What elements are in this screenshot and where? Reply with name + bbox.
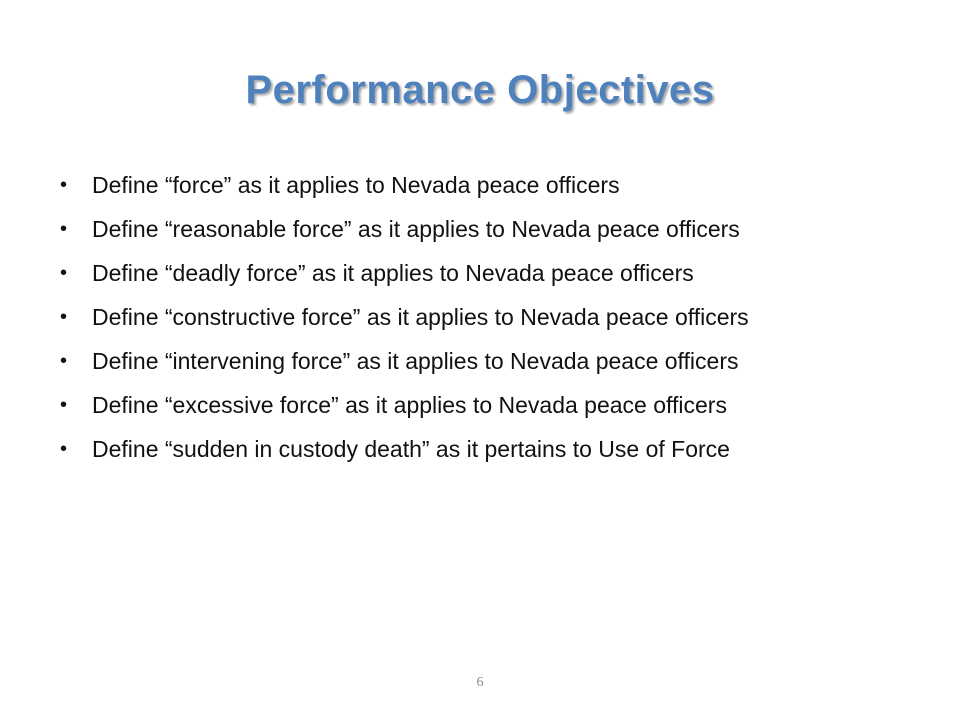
page-number: 6	[476, 675, 484, 690]
list-item	[56, 256, 906, 290]
list-item	[56, 432, 906, 466]
bullet-icon: •	[60, 306, 68, 328]
list-item-text: Define “force” as it applies to Nevada peace officers	[92, 172, 620, 198]
slide-title: Performance Objectives	[245, 68, 715, 112]
list-item-text: Define “constructive force” as it applies to Nevada peace officers	[92, 304, 749, 330]
list-item	[56, 168, 906, 202]
list-item-text: Define “deadly force” as it applies to Nevada peace officers	[92, 260, 694, 286]
bullet-icon: •	[60, 438, 68, 460]
list-item	[56, 300, 906, 334]
list-item-text: Define “reasonable force” as it applies to Nevada peace officers	[92, 216, 740, 242]
list-item	[56, 344, 906, 378]
list-item-text: Define “intervening force” as it applies to Nevada peace officers	[92, 348, 739, 374]
list-item-text: Define “sudden in custody death” as it pertains to Use of Force	[92, 436, 730, 462]
bullet-icon: •	[60, 174, 68, 196]
bullet-icon: •	[60, 394, 68, 416]
list-item	[56, 388, 906, 422]
list-item-text: Define “excessive force” as it applies to Nevada peace officers	[92, 392, 727, 418]
objectives-list	[56, 168, 906, 476]
bullet-icon: •	[60, 262, 68, 284]
list-item	[56, 212, 906, 246]
bullet-icon: •	[60, 218, 68, 240]
bullet-icon: •	[60, 350, 68, 372]
